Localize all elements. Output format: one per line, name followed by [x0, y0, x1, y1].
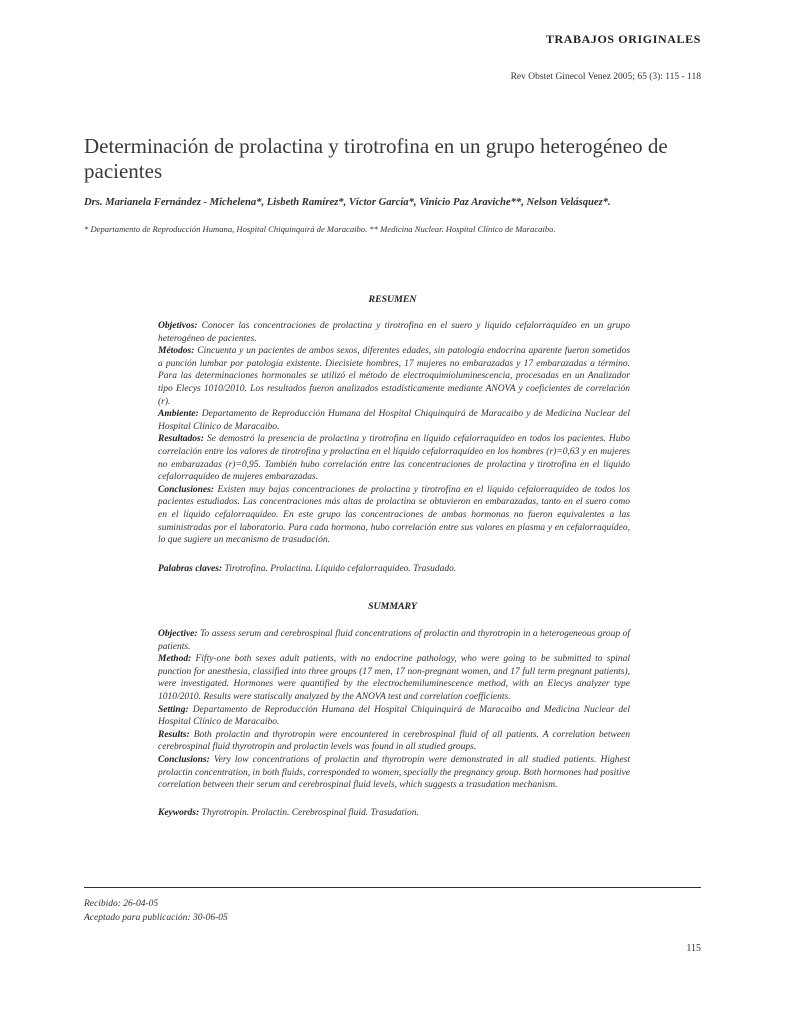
resumen-objetivos-label: Objetivos:: [158, 321, 198, 331]
summary-keywords-text: Thyrotropin. Prolactin. Cerebrospinal fluid. Trasudation.: [201, 808, 419, 818]
resumen-conclusiones-text: Existen muy bajas concentraciones de prolactina y tirotrofina en el líquido cefalorraquídeo de todos los pacientes estudiados. Las concentraciones más altas de prolactina se obtuvieron en embarazadas, tanto en el suero como en el líquido cefalorraquídeo. En este grupo las concentraciones de ambas hormonas no fueron equivalentes a las suministradas por el laboratorio. Para cada hormona, hubo correlación entre sus valores en plasma y en cefalorraquídeo, lo que sugiere un mecanismo de trasudación.: [158, 484, 631, 546]
summary-keywords-label: Keywords:: [158, 808, 200, 818]
summary-conclusions-label: Conclusions:: [158, 754, 210, 765]
summary-method: [158, 653, 630, 703]
summary-setting-text: Departamento de Reproducción Humana del Hospital Chiquinquirá de Maracaibo and Medicina Nuclear del Hospital Clínico de Maracaibo.: [158, 704, 630, 728]
summary-method-label: Method:: [158, 654, 192, 665]
page-number: 115: [686, 943, 701, 954]
summary-objective-text: To assess serum and cerebrospinal fluid concentrations of prolactin and thyrotropin in a heterogeneous group of patients.: [158, 629, 630, 652]
accepted-date: Aceptado para publicación: 30-06-05: [84, 913, 228, 923]
summary-objective: [158, 628, 630, 653]
summary-objective-label: Objective:: [158, 629, 198, 639]
summary-abstract: [158, 628, 630, 792]
summary-heading: SUMMARY: [368, 601, 417, 612]
submission-dates: [84, 897, 228, 925]
resumen-abstract: [158, 320, 630, 547]
resumen-resultados-text: Se demostró la presencia de prolactina y tirotrofina en líquido cefalorraquídeo en todos los pacientes. Hubo correlación entre los valores de tirotrofina y prolactina en el líquido cefalorraquídeo en los hombres (r)=0,63 y en mujeres no embarazadas (r)=0,95. También hubo correlación entre las concentraciones de prolactina y tirotrofina en el líquido cefalorraquídeo de mujeres embarazadas.: [158, 434, 630, 483]
footer-divider: [84, 887, 701, 888]
resumen-keywords-text: Tirotrofina. Prolactina. Líquido cefalorraquídeo. Trasudado.: [224, 564, 457, 574]
resumen-metodos-text: Cincuenta y un pacientes de ambos sexos, diferentes edades, sin patología endocrina aparente fueron sometidos a punción lumbar por patología existente. Diecisiete hombres, 17 mujeres no embarazadas y 17 embarazadas a término. Para las determinaciones hormonales se utilizó el método de electroquimioluminescencia, procesadas en un Analizador tipo Elecys 1010/2010. Los resultados fueron analizados estadísticamente mediante ANOVA y coeficientes de correlación (r).: [158, 346, 631, 407]
resumen-conclusiones: [158, 484, 630, 547]
resumen-objetivos: [158, 320, 630, 345]
summary-setting-label: Setting:: [158, 704, 189, 715]
section-label: TRABAJOS ORIGINALES: [545, 32, 701, 46]
received-date: Recibido: 26-04-05: [84, 899, 159, 909]
resumen-resultados: [158, 433, 630, 483]
resumen-ambiente-text: Departamento de Reproducción Humana del Hospital Chiquinquirá de Maracaibo y de Medicina Nuclear del Hospital Clínico de Maracaibo.: [158, 409, 630, 432]
summary-results-text: Both prolactin and thyrotropin were encountered in cerebrospinal fluid of all patients. A correlation between cerebrospinal fluid thyrotropin and prolactin levels was found in all studied groups.: [158, 729, 631, 753]
resumen-heading: RESUMEN: [368, 294, 417, 305]
journal-citation: Rev Obstet Ginecol Venez 2005; 65 (3): 115 - 118: [510, 72, 701, 82]
resumen-conclusiones-label: Conclusiones:: [158, 484, 214, 495]
summary-keywords: [158, 807, 630, 820]
summary-results-label: Results:: [158, 729, 190, 740]
resumen-objetivos-text: Conocer las concentraciones de prolactina y tirotrofina en el suero y líquido cefalorraquídeo en un grupo heterogéneo de pacientes.: [158, 321, 630, 344]
resumen-ambiente-label: Ambiente:: [158, 409, 199, 420]
summary-results: [158, 729, 630, 754]
affiliations: * Departamento de Reproducción Humana, Hospital Chiquinquirá de Maracaibo. ** Medicina Nuclear. Hospital Clínico de Maracaibo.: [84, 224, 556, 234]
resumen-resultados-label: Resultados:: [158, 434, 204, 445]
summary-conclusions-text: Very low concentrations of prolactin and thyrotropin were demonstrated in all studied patients. Highest prolactin concentration, in both fluids, corresponded to women, specially the pregnancy group. Both hormones had positive correlation between their serum and cerebrospinal fluid levels, which suggests a trasudation mechanism.: [158, 754, 631, 791]
summary-method-text: Fifty-one both sexes adult patients, with no endocrine pathology, who were going to be submitted to spinal punction for anesthesia, classified into three groups (17 men, 17 non-pregnant women, and 17 full term pregnant patients), were investigated. Hormones were quantified by the electrochemiluminescence method, with an Elecys analyzer type 1010/2010. Results were statiscally analyzed by the ANOVA test and correlation coefficients.: [158, 654, 631, 702]
resumen-ambiente: [158, 408, 630, 433]
resumen-metodos-label: Métodos:: [158, 346, 195, 357]
summary-conclusions: [158, 754, 630, 792]
resumen-keywords: [158, 563, 630, 576]
author-list: Drs. Marianela Fernández - Michelena*, Lisbeth Ramírez*, Víctor García*, Vinicio Paz Araviche**, Nelson Velásquez*.: [84, 197, 611, 208]
article-title: Determinación de prolactina y tirotrofina en un grupo heterogéneo de pacientes: [84, 134, 668, 183]
summary-setting: [158, 704, 630, 729]
resumen-metodos: [158, 345, 630, 408]
resumen-keywords-label: Palabras claves:: [158, 564, 223, 574]
